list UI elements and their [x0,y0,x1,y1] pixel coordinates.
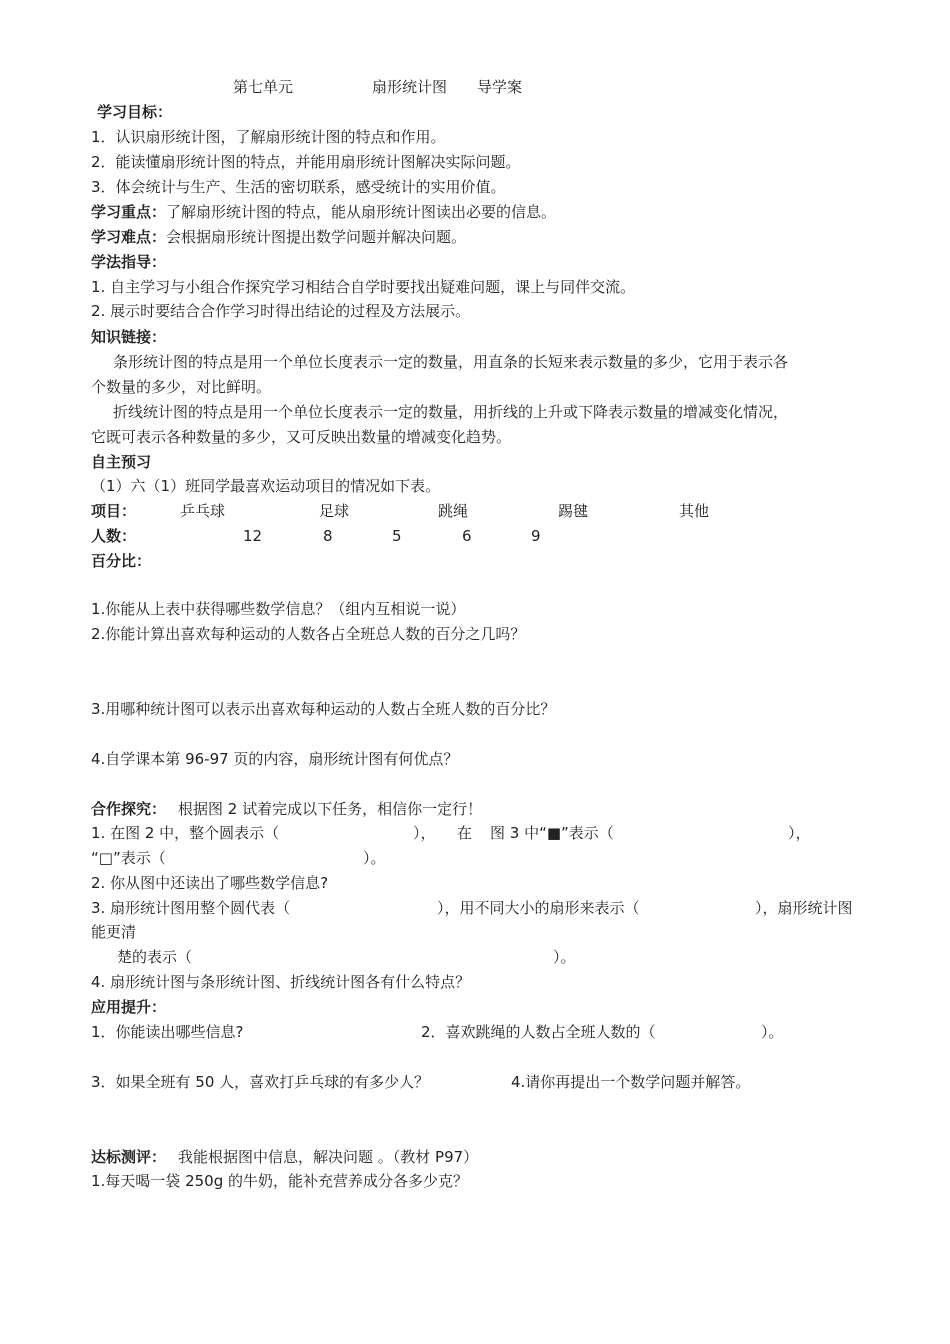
apply-q3: 3．如果全班有 50 人，喜欢打乒乓球的有多少人？ [91,1073,430,1091]
cooperate-q1-a: 1. 在图 2 中，整个圆表示（ [91,824,280,842]
knowledge-p1-line2: 个数量的多少，对比鲜明。 [91,378,272,396]
cooperate-q2: 2. 你从图中还读出了哪些数学信息? [91,874,329,892]
preview-q1: 1.你能从上表中获得哪些数学信息？（组内互相说一说） [91,600,466,618]
cooperate-q3-c: ），扇形统计图 [755,899,853,917]
item-cell: 乒乓球 [180,502,226,520]
knowledge-heading: 知识链接： [91,328,167,346]
difficulty-text: 会根据扇形统计图提出数学问题并解决问题。 [166,228,467,246]
count-cell: 5 [392,527,402,545]
cooperate-q1-d: 图 3 中“■”表示（ [490,824,614,842]
count-cell: 8 [323,527,333,545]
method-item-2: 2. 展示时要结合合作学习时得出结论的过程及方法展示。 [91,302,471,320]
preview-q2: 2.你能计算出喜欢每种运动的人数各占全班总人数的百分之几吗？ [91,625,526,643]
goal-item-1: 1．认识扇形统计图，了解扇形统计图的特点和作用。 [91,128,446,146]
goal-item-2: 2．能读懂扇形统计图的特点，并能用扇形统计图解决实际问题。 [91,153,521,171]
count-cell: 12 [243,527,263,545]
knowledge-p2-line1: 折线统计图的特点是用一个单位长度表示一定的数量，用折线的上升或下降表示数量的增减变化情况， [113,403,789,421]
title-topic: 扇形统计图 [372,78,448,96]
preview-heading: 自主预习 [91,453,152,471]
apply-q1: 1．你能读出哪些信息? [91,1023,244,1041]
apply-q2-b: ）。 [761,1023,784,1041]
count-cell: 9 [531,527,541,545]
goals-heading: 学习目标： [97,103,173,121]
cooperate-q3-f: ）。 [553,948,576,966]
method-item-1: 1. 自主学习与小组合作探究学习相结合自学时要找出疑难问题，课上与同伴交流。 [91,278,636,296]
preview-intro: （1）六（1）班同学最喜欢运动项目的情况如下表。 [91,477,441,495]
difficulty-label: 学习难点： [91,228,167,246]
title-unit: 第七单元 [233,78,294,96]
cooperate-q1-f: “□”表示（ [91,849,166,867]
knowledge-p1-line1: 条形统计图的特点是用一个单位长度表示一定的数量，用直条的长短来表示数量的多少，它用于表示各 [113,353,789,371]
item-cell: 跳绳 [438,502,469,520]
apply-q2-a: 2．喜欢跳绳的人数占全班人数的（ [421,1023,656,1041]
count-label: 人数： [91,527,137,545]
title-type: 导学案 [477,78,523,96]
preview-q4: 4.自学课本第 96-97 页的内容，扇形统计图有何优点？ [91,750,459,768]
cooperate-q1-b: ）， [413,824,436,842]
cooperate-q3-a: 3. 扇形统计图用整个圆代表（ [91,899,291,917]
cooperate-q4: 4. 扇形统计图与条形统计图、折线统计图各有什么特点？ [91,973,471,991]
apply-q4: 4.请你再提出一个数学问题并解答。 [511,1073,751,1091]
cooperate-q3-d: 能更清 [91,923,137,941]
test-q1: 1.每天喝一袋 250g 的牛奶，能补充营养成分各多少克？ [91,1172,469,1190]
cooperate-intro-row [91,798,482,820]
key-point-label: 学习重点： [91,203,167,221]
preview-q3: 3.用哪种统计图可以表示出喜欢每种运动的人数占全班人数的百分比？ [91,700,556,718]
cooperate-label: 合作探究： [91,800,167,818]
apply-heading: 应用提升： [91,998,167,1016]
item-cell: 其他 [679,502,710,520]
test-label: 达标测评： [91,1148,167,1166]
items-label: 项目： [91,502,137,520]
difficulty [91,226,466,248]
item-cell: 足球 [319,502,350,520]
method-heading: 学法指导： [91,253,167,271]
cooperate-q3-e: 楚的表示（ [117,948,193,966]
percent-label: 百分比： [91,552,152,570]
goal-item-3: 3．体会统计与生产、生活的密切联系，感受统计的实用价值。 [91,178,506,196]
cooperate-q1-c: 在 [457,824,473,842]
knowledge-p2-line2: 它既可表示各种数量的多少，又可反映出数量的增减变化趋势。 [91,428,512,446]
cooperate-q3-b: ），用不同大小的扇形来表示（ [437,899,640,917]
key-point-text: 了解扇形统计图的特点，能从扇形统计图读出必要的信息。 [166,203,557,221]
cooperate-intro: 根据图 2 试着完成以下任务，相信你一定行！ [178,800,483,818]
cooperate-q1-e: ）， [788,824,811,842]
count-cell: 6 [462,527,472,545]
cooperate-q1-g: ）。 [363,849,386,867]
test-intro-row [91,1146,478,1168]
item-cell: 踢毽 [558,502,589,520]
test-intro: 我能根据图中信息，解决问题 。（教材 P97） [178,1148,479,1166]
key-point [91,201,556,223]
